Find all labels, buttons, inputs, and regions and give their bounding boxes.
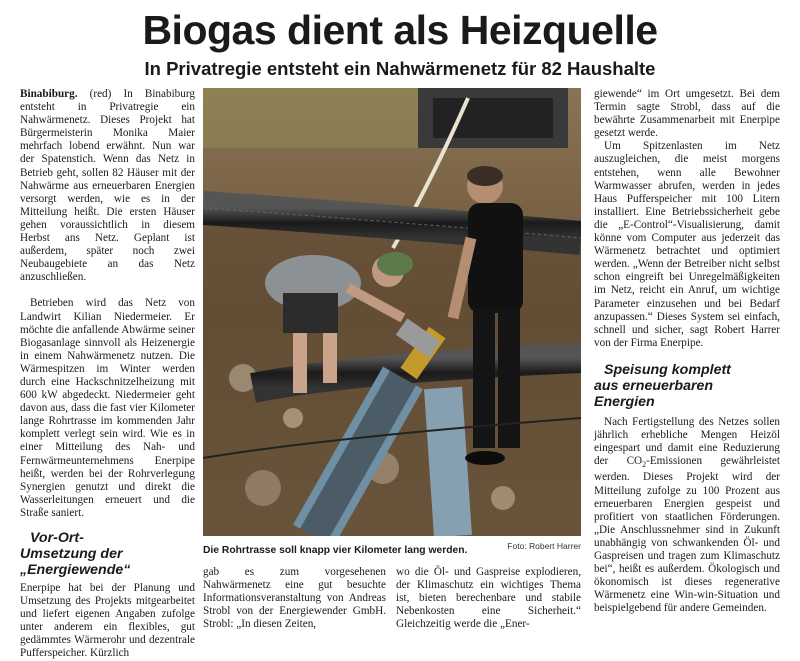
paragraph: gab es zum vorgesehenen Nahwärmenetz eine gut besuchte Informationsveranstaltung von Andreas Strobl von der Energiewender GmbH. Strobl: „In diesen Zeiten, bbox=[203, 566, 386, 631]
paragraph-text: (red) In Binabiburg entsteht in Privatregie ein Nahwärmenetz. Dieses Projekt hat Bürgermeisterin Monika Maier mehrfach lobend erwähnt. Nun war der Spatenstich. Wenn das Netz in Betrieb geht, sollen 82 Häuser mit der Nahwärme aus erneuerbaren Energien versorgt werden, wie es in der Mitteilung heißt. Die ersten Häuser gehen voraussichtlich in diesem Herbst ans Netz. Geplant ist außerdem, später noch zwei Neubaugebiete an das Netz anzuschließen. bbox=[20, 88, 195, 284]
paragraph-text: Nach Fertigstellung des Netzes sollen jährlich erhebliche Mengen Heizöl eingespart und damit eine Reduzierung der CO bbox=[594, 415, 780, 468]
subheadline: In Privatregie entsteht ein Nahwärmenetz für 82 Haushalte bbox=[144, 58, 656, 79]
subscript: 2 bbox=[642, 460, 647, 470]
paragraph: Enerpipe hat bei der Planung und Umsetzung des Projekts mitgearbeitet und liefert eigenen Angaben zufolge unter anderem ein flexibles, gut gedämmtes Wärmerohr und dezentrale Pufferspeicher. Kürzlich bbox=[20, 582, 195, 660]
subheading: Vor-Ort-Umsetzung der „Energiewende“ bbox=[20, 530, 131, 578]
paragraph: wo die Öl- und Gaspreise explodieren, der Klimaschutz ein wichtiges Thema ist, bieten berechenbare und stabile Nebenkosten eine Sicherheit.“ Gleichzeitig werde die „Ener- bbox=[396, 566, 581, 631]
paragraph bbox=[20, 88, 195, 284]
caption-text: Die Rohrtrasse soll knapp vier Kilometer lang werden. bbox=[203, 545, 468, 556]
paragraph bbox=[594, 416, 780, 616]
dateline: Binabiburg. bbox=[20, 88, 78, 100]
paragraph-text: -Emissionen gewährleistet werden. Dieses Projekt wird der Mitteilung zufolge zu 100 Prozent aus erneuerbaren Energien gespeist und profitiert von staatlichen Förderungen. „Die Anschlussnehmer sind in Zukunft unabhängig von schwankenden Öl- und Gaspreisen und tragen zum Klimaschutz bei“, heißt es außerdem. Ökologisch und ökonomisch ist dieses regenerative Wärmenetz eine Win-win-Situation und beispielgebend für andere Gemeinden. bbox=[594, 455, 780, 615]
paragraph: Betrieben wird das Netz von Landwirt Kilian Niedermeier. Er möchte die anfallende Abwärme seiner Biogasanlage sinnvoll als Heizenergie in einem Nahwärmenetz nutzen. Die Wärmespitzen im Winter werden durch eine Hackschnitzelheizung mit 600 kW abgedeckt. Niedermeier geht davon aus, dass die fast vier Kilometer lange Rohrtrasse im kommenden Jahr komplett verlegt sein wird. Wie es in einer Mitteilung des Nah- und Fernwärmeunternehmens Enerpipe heißt, werden bei der Rohrverlegung Synergien genutzt und direkt die Wasserleitungen erneuert und die Straße saniert. bbox=[20, 297, 195, 519]
photo-caption bbox=[203, 540, 581, 558]
subheading: Speisung komplett aus erneuerbaren Energien bbox=[594, 361, 731, 410]
article-column-2 bbox=[203, 566, 386, 631]
photo-credit: Foto: Robert Harrer bbox=[507, 541, 581, 551]
paragraph: giewende“ im Ort umgesetzt. Bei dem Termin sagte Strobl, dass auf die bewährte Zusammenarbeit mit Enerpipe gesetzt werde. bbox=[594, 88, 780, 140]
paragraph: Um Spitzenlasten im Netz auszugleichen, die meist morgens entstehen, wenn alle Bewohner Warmwasser abrufen, werden in jedes Haus Pufferspeicher mit 100 Litern installiert. Eine Betriebssicherheit gebe die „E-Control“-Visualisierung, damit könne vom Computer aus jederzeit das Wärmenetz betrachtet und optimiert werden. „Wenn der Betreiber nicht selbst schon eingreift bei Unregelmäßigkeiten im Netz, reicht ein Anruf, um wichtige Parameter einzusehen und bei Bedarf anzupassen.“ Dieses System sei einfach, schnell und sicher, sagt Robert Harrer von der Firma Enerpipe. bbox=[594, 140, 780, 349]
article-column-3 bbox=[396, 566, 581, 631]
photo-image bbox=[203, 88, 581, 536]
article-column-4 bbox=[594, 88, 780, 616]
article-photo bbox=[203, 88, 581, 536]
article-column-1 bbox=[20, 88, 195, 661]
headline: Biogas dient als Heizquelle bbox=[142, 7, 658, 53]
